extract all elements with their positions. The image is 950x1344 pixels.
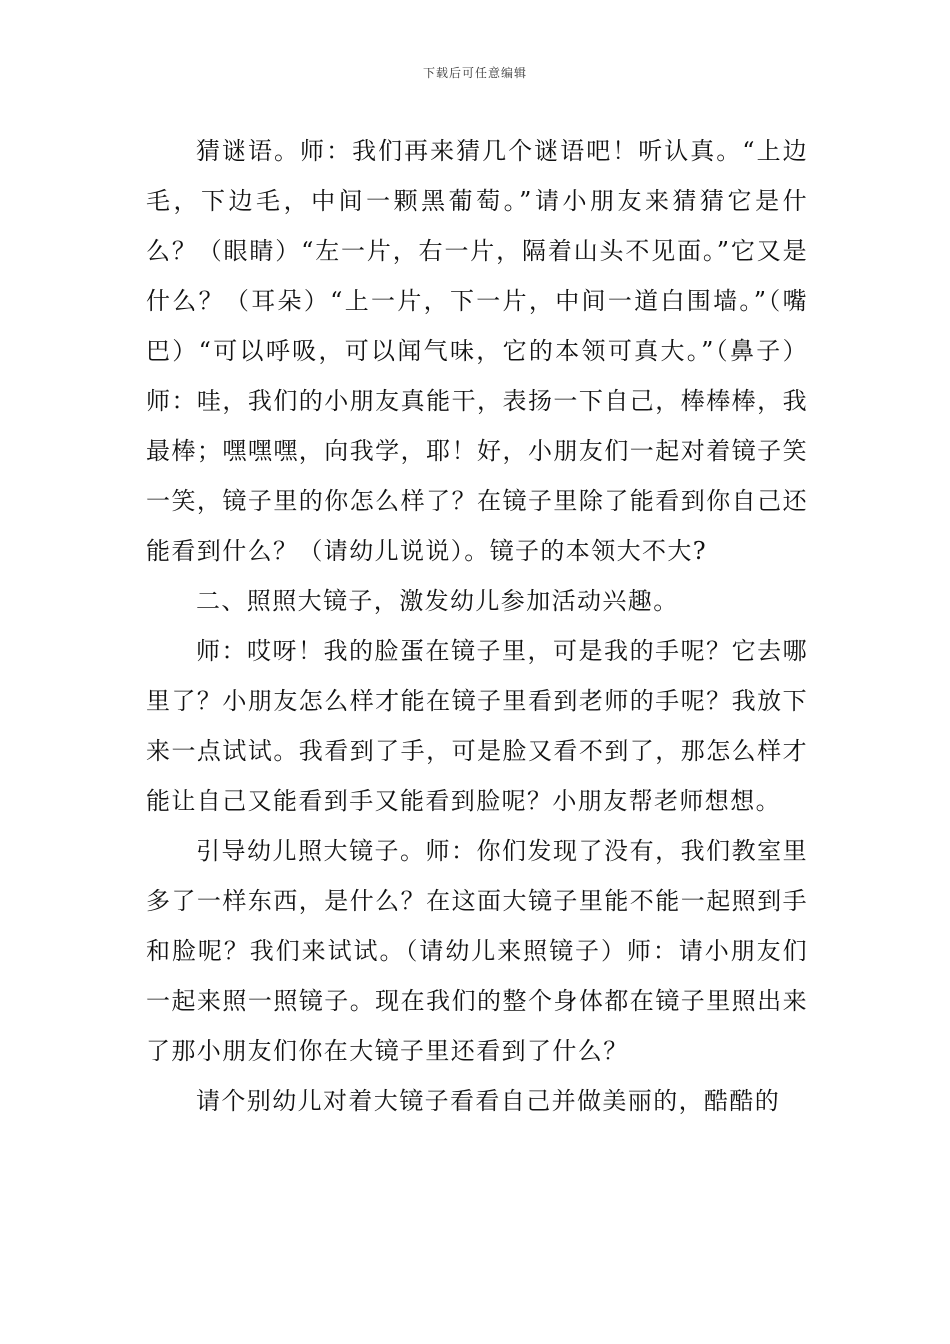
- paragraph-riddles: 猜谜语。师：我们再来猜几个谜语吧！听认真。“上边毛，下边毛，中间一颗黑葡萄。”请小朋友来猜猜它是什么？（眼睛）“左一片，右一片，隔着山头不见面。”它又是什么？（耳朵）“上一片，下一片，中间一道白围墙。”（嘴巴）“可以呼吸，可以闻气味，它的本领可真大。”（鼻子）师：哇，我们的小朋友真能干，表扬一下自己，棒棒棒，我最棒；嘿嘿嘿，向我学，耶！好，小朋友们一起对着镜子笑一笑，镜子里的你怎么样了？在镜子里除了能看到你自己还能看到什么？（请幼儿说说）。镜子的本领大不大?: [146, 137, 808, 565]
- paragraph-big-mirror: 引导幼儿照大镜子。师：你们发现了没有，我们教室里多了一样东西，是什么？在这面大镜子里能不能一起照到手和脸呢？我们来试试。（请幼儿来照镜子）师：请小朋友们一起来照一照镜子。现在我们的整个身体都在镜子里照出来了那小朋友们你在大镜子里还看到了什么？: [146, 837, 808, 1065]
- paragraph-teacher-hand: 师：哎呀！我的脸蛋在镜子里，可是我的手呢？它去哪里了？小朋友怎么样才能在镜子里看到老师的手呢？我放下来一点试试。我看到了手，可是脸又看不到了，那怎么样才能让自己又能看到手又能看到脸呢？小朋友帮老师想想。: [146, 637, 808, 815]
- page-header: 下载后可任意编辑: [422, 66, 527, 80]
- paragraph-individual: 请个别幼儿对着大镜子看看自己并做美丽的，酷酷的: [196, 1087, 781, 1115]
- document-body: [146, 126, 808, 1126]
- section-heading: 二、照照大镜子，激发幼儿参加活动兴趣。: [196, 587, 679, 615]
